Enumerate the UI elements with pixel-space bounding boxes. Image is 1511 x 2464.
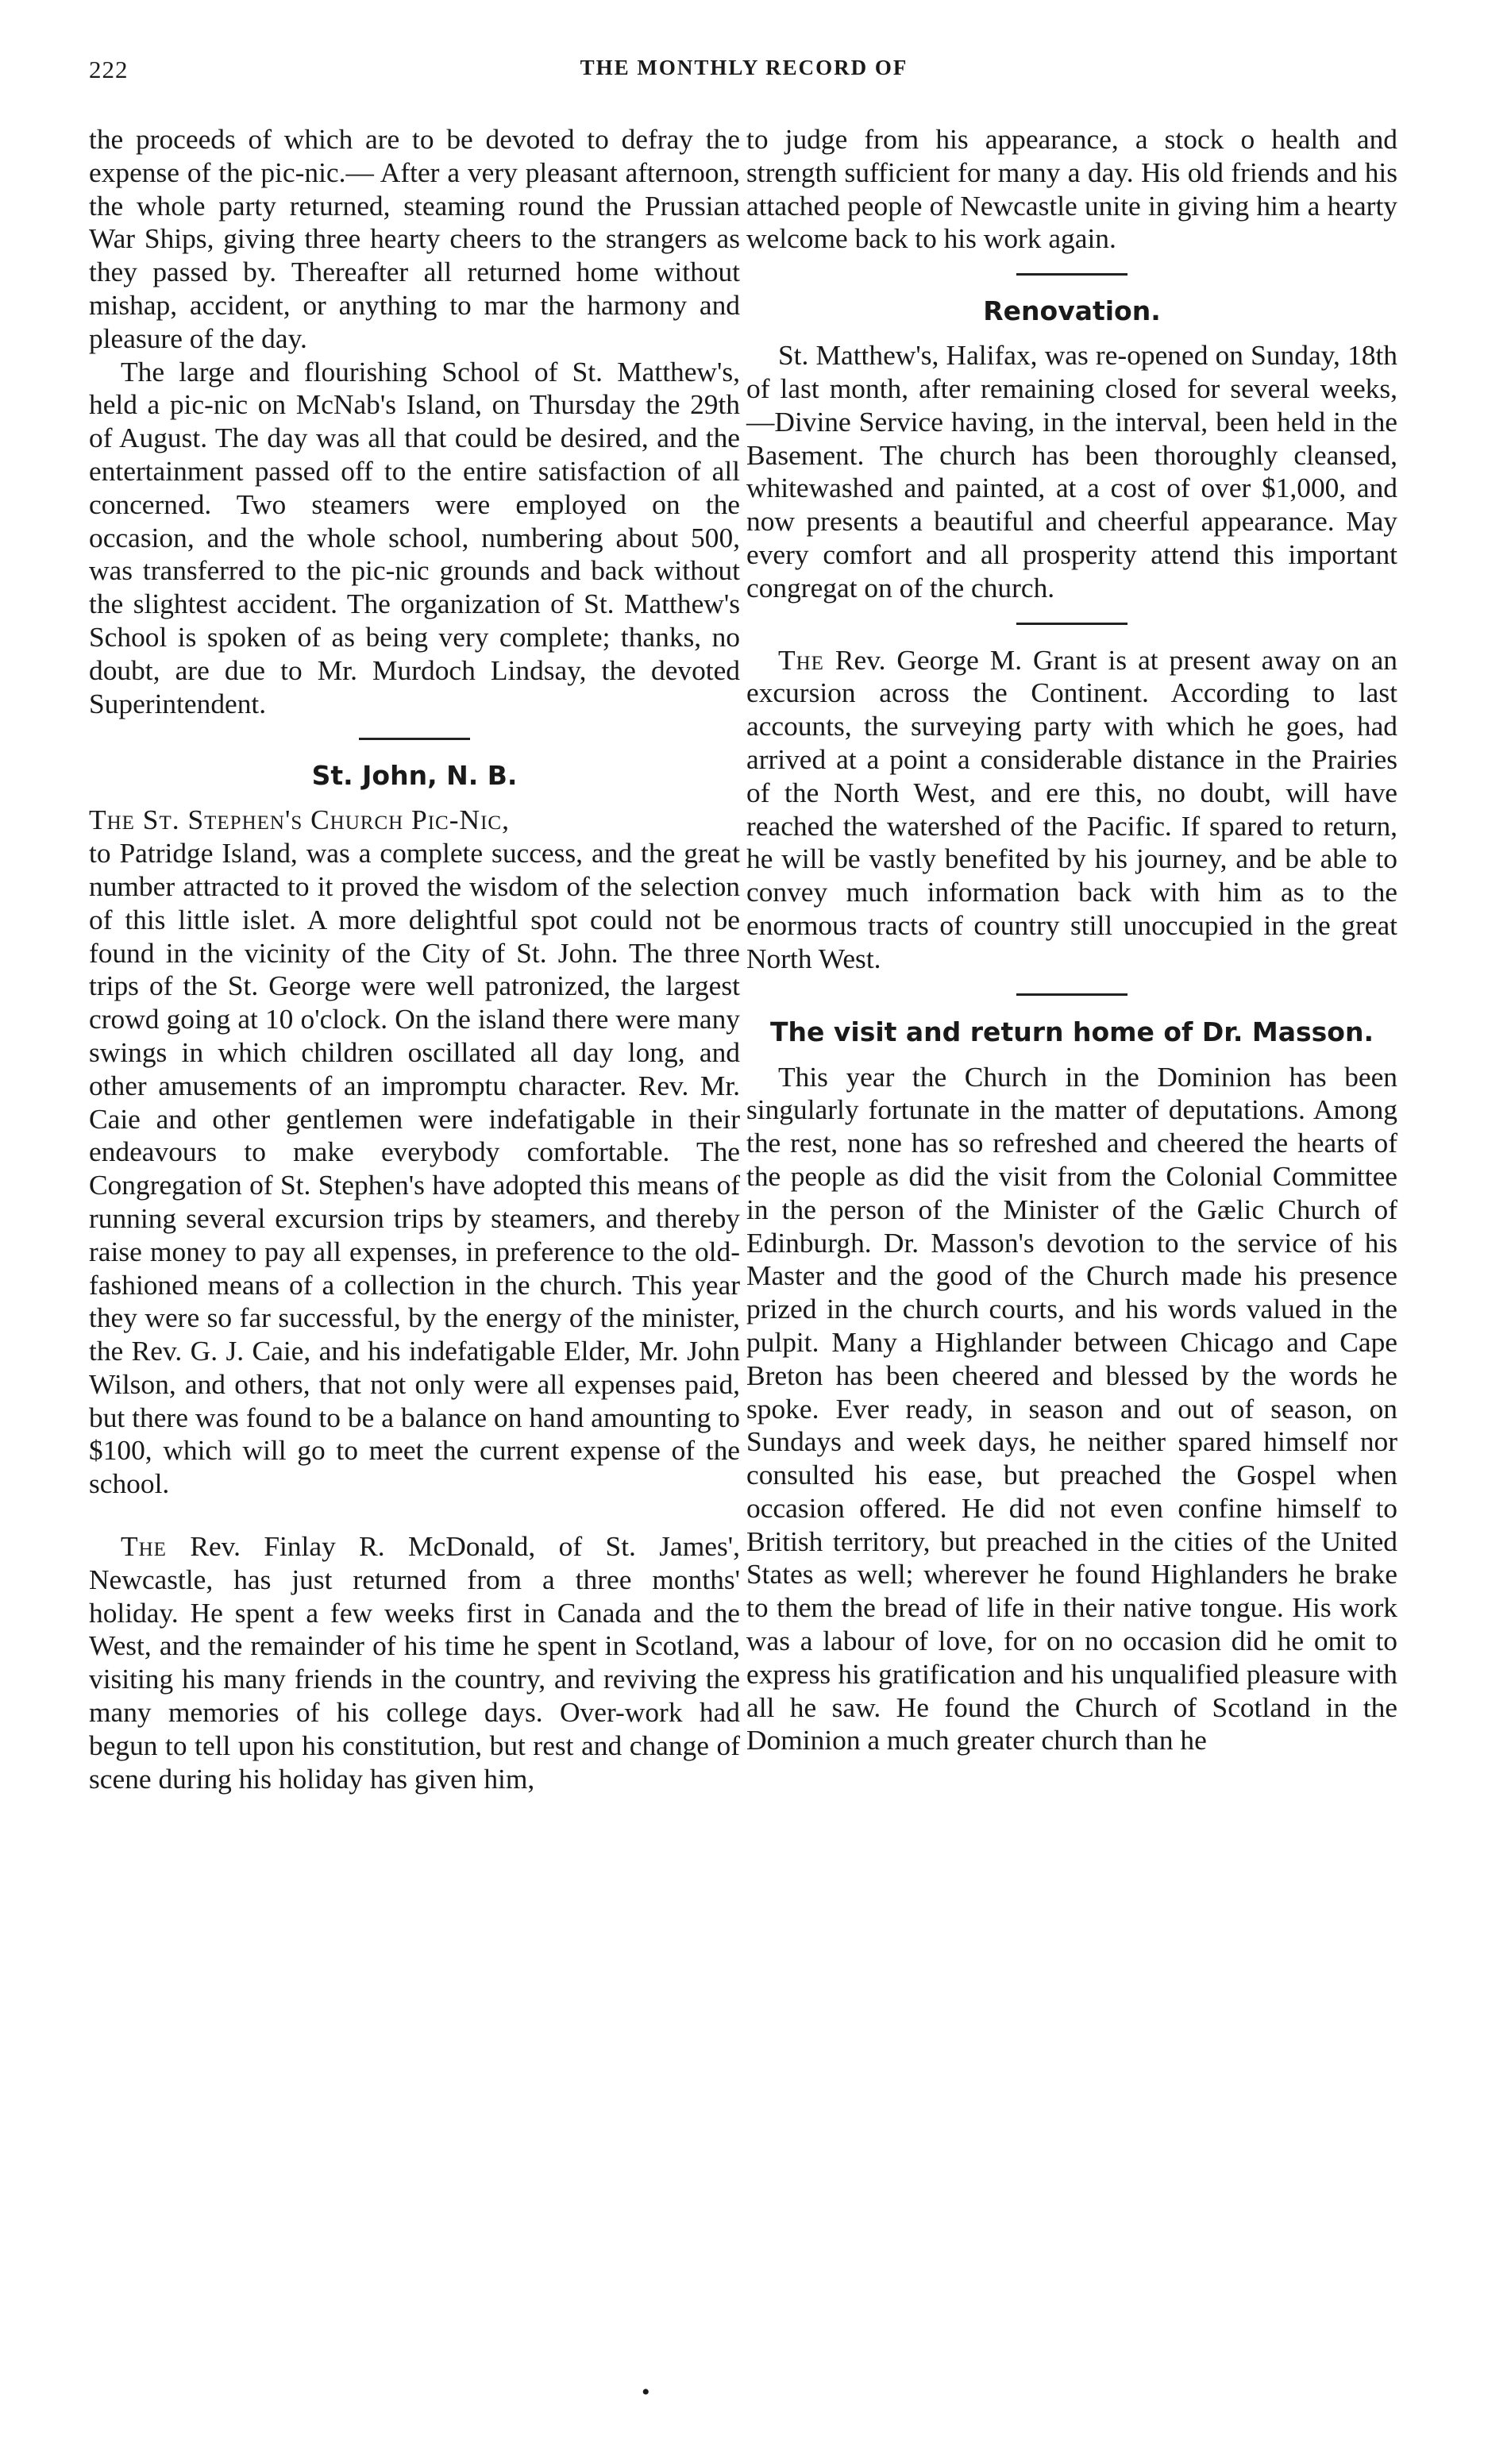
paragraph-grant-text: Rev. George M. Grant is at present away on an excursion across the Continent. According to last accounts, the surveying party with which he goes, had arrived at a point a considerable distance in the Prairies of the North West, and ere this, no doubt, will have reached the watershed of the Pacific. If spared to return, he will be vastly benefited by his journey, and be able to convey much information back with him as to the enormous tracts of country still unoccupied in the great North West. [746,643,1397,974]
paragraph-newcastle-welcome: to judge from his appearance, a stock o health and strength sufficient for many a day. His old friends and his attached people of Newcastle unite in giving him a hearty welcome back to his work again. [746,123,1397,255]
paragraph-st-matthews-school: The large and flourishing School of St. Matthew's, held a pic-nic on McNab's Island, on Thursday the 29th of August. The day was all that could be desired, and the entertainment passed off to the entire satisfaction of all concerned. Two steamers were employed on the occasion, and the whole school, numbering about 500, was transferred to the pic-nic grounds and back without the slightest accident. The organization of St. Matthew's School is spoken of as being very complete; thanks, no doubt, are due to Mr. Murdoch Lindsay, the devoted Superintendent. [89,355,740,719]
page-number: 222 [89,56,129,83]
heading-st-john: St. John, N. B. [311,760,518,792]
paragraph-renovation: St. Matthew's, Halifax, was re-opened on Sunday, 18th of last month, after remaining closed for several weeks,—Divine Service having, in the interval, been held in the Basement. The church has been thoroughly cleansed, whitewashed and painted, at a cost of over $1,000, and now presents a beautiful and cheerful appearance. May every comfort and all prosperity attend this important congregat on of the church. [746,339,1397,603]
paragraph-lead-word: The [778,643,824,676]
heading-masson: The visit and return home of Dr. Masson. [770,1016,1374,1047]
st-stephens-picnic-heading: The St. Stephen's Church Pic-Nic, [89,804,510,836]
paragraph-masson: This year the Church in the Dominion has been singularly fortunate in the matter of deputations. Among the rest, none has so refreshed and cheered the hearts of the people as did the visit from the Colonial Committee in the person of the Minister of the Gælic Church of Edinburgh. Dr. Masson's devotion to the service of his Master and the good of the Church made his presence prized in the church courts, and his words valued in the pulpit. Many a Highlander between Chicago and Cape Breton has been cheered and blessed by the words he spoke. Ever ready, in season and out of season, on Sundays and week days, he neither spared himself nor consulted his ease, but preached the Gospel when occasion offered. He did not even confine himself to British territory, but preached in the cities of the United States as well; wherever he found Highlanders he brake to them the bread of life in their native tongue. His work was a labour of love, for on no occasion did he omit to express his gratification and his unqualified pleasure with all he saw. He found the Church of Scotland in the Dominion a much greater church than he [746,1060,1397,1756]
footer-mark: • [642,2379,650,2405]
left-column [89,123,740,1795]
paragraph-mcdonald-text: Rev. Finlay R. McDonald, of St. James', Newcastle, has just returned from a three months' holiday. He spent a few weeks first in Canada and the West, and the remainder of his time he spent in Scotland, visiting his many friends in the country, and reviving the many memories of his college days. Over-work had begun to tell upon his constitution, but rest and change of scene during his holiday has given him, [89,1530,740,1795]
paragraph-lead-word: The [121,1530,167,1563]
right-column [746,123,1397,1757]
blank-divider [359,1523,470,1525]
paragraph-mcdonald [89,1530,740,1795]
section-divider [359,738,470,740]
section-divider [1016,993,1127,996]
paragraph-picnic-continued: the proceeds of which are to be devoted to defray the expense of the pic-nic.— After a very pleasant afternoon, the whole party returned, steaming round the Prussian War Ships, giving three hearty cheers to the strangers as they passed by. Thereafter all returned home without mishap, accident, or anything to mar the harmony and pleasure of the day. [89,123,740,354]
section-divider [1016,273,1127,276]
paragraph-grant [746,644,1397,976]
running-title: THE MONTHLY RECORD OF [580,56,908,79]
section-divider [1016,623,1127,625]
heading-renovation: Renovation. [983,295,1161,327]
page-header [89,56,1399,95]
paragraph-patridge-island: to Patridge Island, was a complete success, and the great number attracted to it proved the wisdom of the selection of this little islet. A more delightful spot could not be found in the vicinity of the City of St. John. The three trips of the St. George were well patronized, the largest crowd going at 10 o'clock. On the island there were many swings in which children oscillated all day long, and other amusements of an impromptu character. Rev. Mr. Caie and other gentlemen were indefatigable in their endeavours to make everybody comfortable. The Congregation of St. Stephen's have adopted this means of running several excursion trips by steamers, and thereby raise money to pay all expenses, in preference to the old-fashioned means of a collection in the church. This year they were so far successful, by the energy of the minister, the Rev. G. J. Caie, and his indefatigable Elder, Mr. John Wilson, and others, that not only were all expenses paid, but there was found to be a balance on hand amounting to $100, which will go to meet the current expense of the school. [89,837,740,1500]
spacer [89,1501,740,1518]
